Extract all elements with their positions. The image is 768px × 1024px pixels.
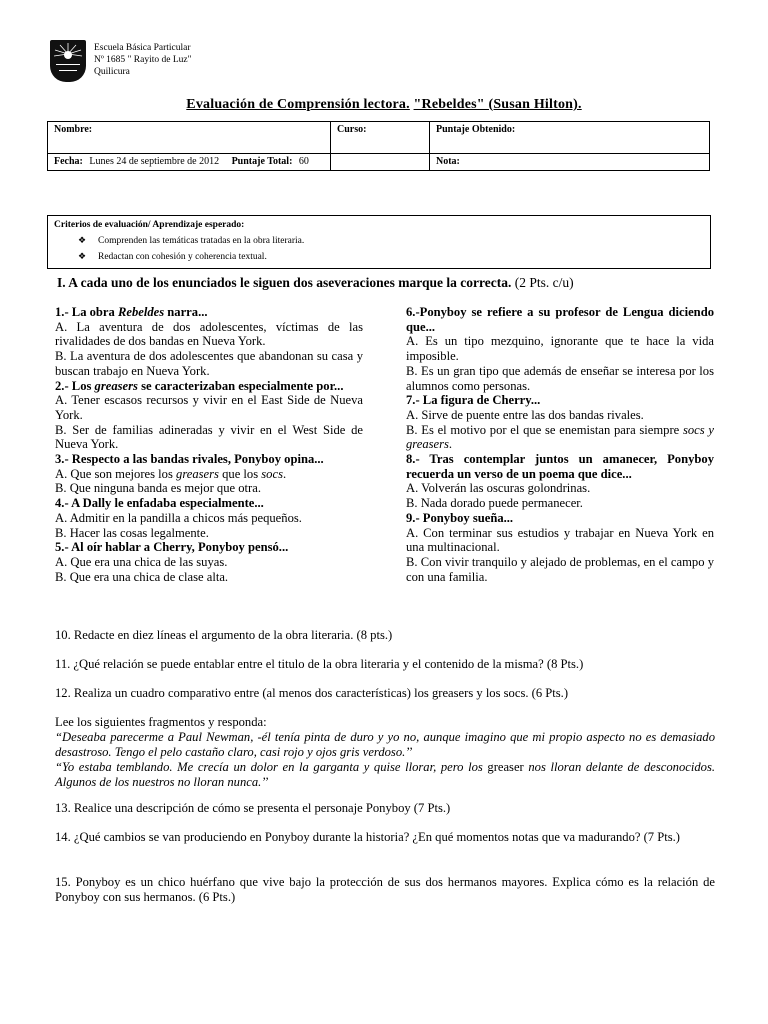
question-15: 15. Ponyboy es un chico huérfano que vive bajo la protección de sus dos hermanos mayores. Explica cómo es la relación de Ponyboy con sus hermanos. (6 Pts.) — [55, 875, 715, 904]
curso-label: Curso: — [337, 124, 367, 135]
diamond-bullet-icon: ❖ — [78, 251, 87, 261]
option-b[interactable]: B. Que ninguna banda es mejor que otra. — [55, 481, 261, 496]
fecha-value: Lunes 24 de septiembre de 2012 — [89, 156, 220, 167]
option-b[interactable]: B. La aventura de dos adolescentes que abandonan su casa y buscan trabajo en Nueva York. — [55, 349, 363, 378]
question-4 — [55, 496, 363, 540]
option-a[interactable]: A. Tener escasos recursos y vivir en el East Side de Nueva York. — [55, 393, 363, 422]
criteria-box — [47, 215, 711, 269]
fecha-label: Fecha: — [54, 156, 83, 167]
question-12: 12. Realiza un cuadro comparativo entre (al menos dos características) los greasers y los socs. (6 Pts.) — [55, 686, 569, 700]
question-text: 1.- La obra Rebeldes narra... — [55, 305, 208, 319]
fecha-cell — [48, 154, 331, 171]
question-8 — [406, 452, 714, 511]
question-text: 3.- Respecto a las bandas rivales, Ponyboy opina... — [55, 452, 324, 467]
option-a[interactable]: A. Volverán las oscuras golondrinas. — [406, 481, 591, 496]
fragment-2: “Yo estaba temblando. Me crecía un dolor en la garganta y quise llorar, pero los greaser nos lloran delante de desconocidos. Algunos de los nuestros no lloran nunca.’’ — [55, 760, 716, 789]
question-text: 8.- Tras contemplar juntos un amanecer, Ponyboy recuerda un verso de un poema que dice... — [406, 452, 714, 481]
option-a[interactable]: A. Sirve de puente entre las dos bandas rivales. — [406, 407, 644, 422]
option-b[interactable]: B. Con vivir tranquilo y alejado de problemas, en el campo y con una familia. — [406, 554, 714, 584]
question-14: 14. ¿Qué cambios se van produciendo en Ponyboy durante la historia? ¿En qué momentos notas que va madurando? (7 Pts.) — [55, 830, 680, 844]
nombre-cell[interactable] — [48, 122, 331, 154]
question-1 — [55, 305, 363, 379]
criteria-item-text: Comprenden las temáticas tratadas en la obra literaria. — [98, 236, 305, 246]
puntaje-total-label: Puntaje Total: — [231, 156, 293, 167]
question-text: 6.-Ponyboy se refiere a su profesor de Lengua diciendo que... — [406, 305, 714, 334]
criteria-item — [54, 233, 704, 249]
nota-cell[interactable] — [430, 154, 710, 171]
option-b[interactable]: B. Hacer las cosas legalmente. — [55, 525, 209, 540]
title-work: "Rebeldes" (Susan Hilton). — [413, 97, 582, 112]
diamond-bullet-icon: ❖ — [78, 235, 87, 245]
option-a[interactable]: A. Con terminar sus estudios y trabajar en Nueva York en una multinacional. — [406, 525, 714, 555]
question-text: 7.- La figura de Cherry... — [406, 393, 541, 408]
criteria-item-text: Redactan con cohesión y coherencia textual. — [98, 252, 267, 262]
school-name — [94, 42, 192, 78]
empty-cell — [331, 154, 430, 171]
puntaje-total-value: 60 — [298, 156, 309, 167]
option-b[interactable]: B. Ser de familias adineradas y vivir en el West Side de Nueva York. — [55, 422, 363, 452]
option-a[interactable]: A. Admitir en la pandilla a chicos más pequeños. — [55, 510, 302, 525]
option-b[interactable]: B. Es el motivo por el que se enemistan para siempre socs y greasers. — [406, 422, 714, 452]
option-a[interactable]: A. Que son mejores los greasers que los socs. — [55, 466, 287, 481]
option-a[interactable]: A. La aventura de dos adolescentes, víctimas de las rivalidades de dos bandas en Nueva York. — [55, 319, 363, 349]
section-instruction — [57, 275, 717, 291]
criteria-item — [54, 249, 704, 265]
puntaje-obtenido-cell[interactable] — [430, 122, 710, 154]
instruction-points: (2 Pts. c/u) — [514, 275, 574, 290]
criteria-title: Criterios de evaluación/ Aprendizaje esperado: — [54, 220, 245, 230]
puntaje-obtenido-label: Puntaje Obtenido: — [436, 124, 516, 135]
page-title — [0, 97, 768, 113]
option-a[interactable]: A. Es un tipo mezquino, ignorante que te hace la vida imposible. — [406, 334, 714, 364]
questions-left-column — [55, 305, 363, 584]
school-logo-icon — [50, 40, 86, 82]
option-a[interactable]: A. Que era una chica de las suyas. — [55, 554, 228, 569]
question-9 — [406, 511, 714, 585]
fragment-1: “Deseaba parecerme a Paul Newman, -él tenía pinta de duro y yo no, aunque imagino que mi propio aspecto no es demasiado desastroso. Tengo el pelo castaño claro, casi rojo y ojos gris verdoso.’’ — [55, 730, 715, 759]
question-13: 13. Realice una descripción de cómo se presenta el personaje Ponyboy (7 Pts.) — [55, 801, 451, 815]
question-2 — [55, 379, 363, 453]
questions-right-column — [406, 305, 714, 584]
question-5 — [55, 540, 363, 584]
fragments-block — [55, 715, 715, 790]
curso-cell[interactable] — [331, 122, 430, 154]
fragments-intro: Lee los siguientes fragmentos y responda: — [55, 715, 267, 729]
question-text: 4.- A Dally le enfadaba especialmente... — [55, 496, 264, 511]
question-text: 9.- Ponyboy sueña... — [406, 510, 514, 525]
school-line-2: Nº 1685 " Rayito de Luz" — [94, 55, 192, 65]
school-header — [50, 40, 310, 88]
question-11: 11. ¿Qué relación se puede entablar entre el titulo de la obra literaria y el contenido de la misma? (8 Pts.) — [55, 657, 584, 671]
question-3 — [55, 452, 363, 496]
option-b[interactable]: B. Es un gran tipo que además de enseñar se interesa por los alumnos como personas. — [406, 363, 714, 393]
school-line-3: Quilicura — [94, 67, 130, 77]
title-main: Evaluación de Comprensión lectora. — [186, 97, 410, 112]
student-info-table — [47, 121, 710, 171]
question-text: 5.- Al oír hablar a Cherry, Ponyboy pensó... — [55, 540, 289, 555]
nombre-label: Nombre: — [54, 124, 93, 135]
question-text: 2.- Los greasers se caracterizaban especialmente por... — [55, 378, 344, 393]
question-7 — [406, 393, 714, 452]
nota-label: Nota: — [436, 156, 460, 167]
option-b[interactable]: B. Que era una chica de clase alta. — [55, 569, 229, 584]
question-10: 10. Redacte en diez líneas el argumento de la obra literaria. (8 pts.) — [55, 628, 393, 642]
instruction-text: I. A cada uno de los enunciados le siguen dos aseveraciones marque la correcta. — [57, 275, 512, 290]
option-b[interactable]: B. Nada dorado puede permanecer. — [406, 496, 583, 511]
question-6 — [406, 305, 714, 393]
school-line-1: Escuela Básica Particular — [94, 43, 191, 53]
